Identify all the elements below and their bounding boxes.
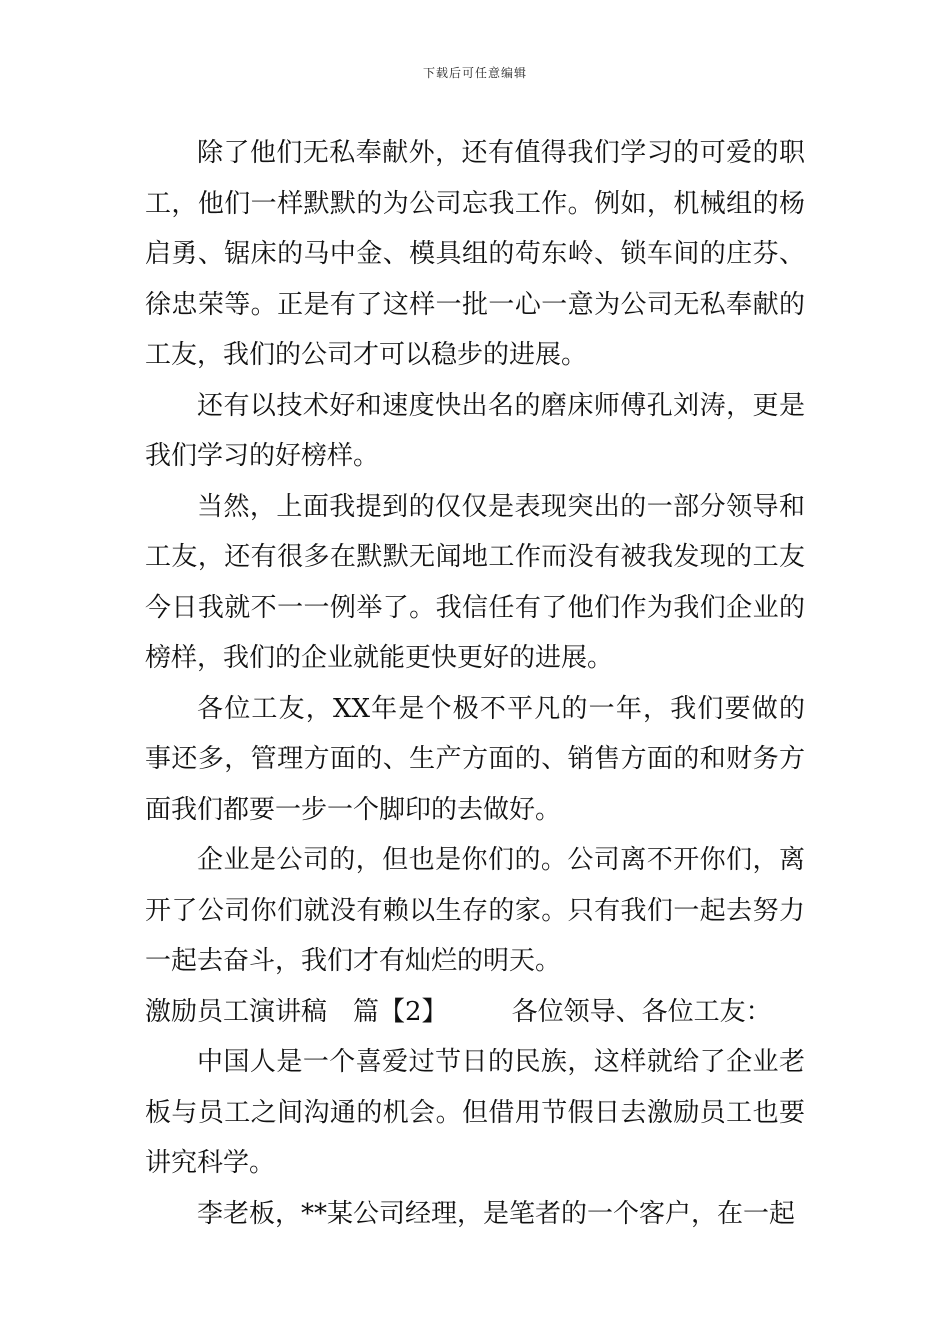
header-note: 下载后可任意编辑 [422, 66, 527, 80]
section-title: 激励员工演讲稿 [145, 996, 328, 1027]
paragraph: 当然，上面我提到的仅仅是表现突出的一部分领导和工友，还有很多在默默无闻地工作而没有被我发现的工友今日我就不一一例举了。我信任有了他们作为我们企业的榜样，我们的企业就能更快更好的进展。 [145, 491, 805, 673]
paragraph: 除了他们无私奉献外，还有值得我们学习的可爱的职工，他们一样默默的为公司忘我工作。例如，机械组的杨启勇、锯床的马中金、模具组的苟东岭、锁车间的庄芬、徐忠荣等。正是有了这样一批一心一意为公司无私奉献的工友，我们的公司才可以稳步的进展。 [145, 138, 805, 370]
paragraph: 各位工友，XX年是个极不平凡的一年，我们要做的事还多，管理方面的、生产方面的、销售方面的和财务方面我们都要一步一个脚印的去做好。 [145, 693, 805, 825]
paragraph: 企业是公司的，但也是你们的。公司离不开你们，离开了公司你们就没有赖以生存的家。只有我们一起去努力一起去奋斗，我们才有灿烂的明天。 [145, 845, 805, 976]
section-heading [145, 987, 805, 1038]
salutation: 各位领导、各位工友： [511, 996, 772, 1027]
paragraph: 还有以技术好和速度快出名的磨床师傅孔刘涛，更是我们学习的好榜样。 [145, 390, 805, 471]
paragraph: 中国人是一个喜爱过节日的民族，这样就给了企业老板与员工之间沟通的机会。但借用节假日去激励员工也要讲究科学。 [145, 1047, 805, 1178]
section-number: 篇【2】 [353, 996, 448, 1027]
document-body [145, 128, 805, 1239]
paragraph: 李老板，**某公司经理，是笔者的一个客户，在一起 [197, 1198, 796, 1229]
